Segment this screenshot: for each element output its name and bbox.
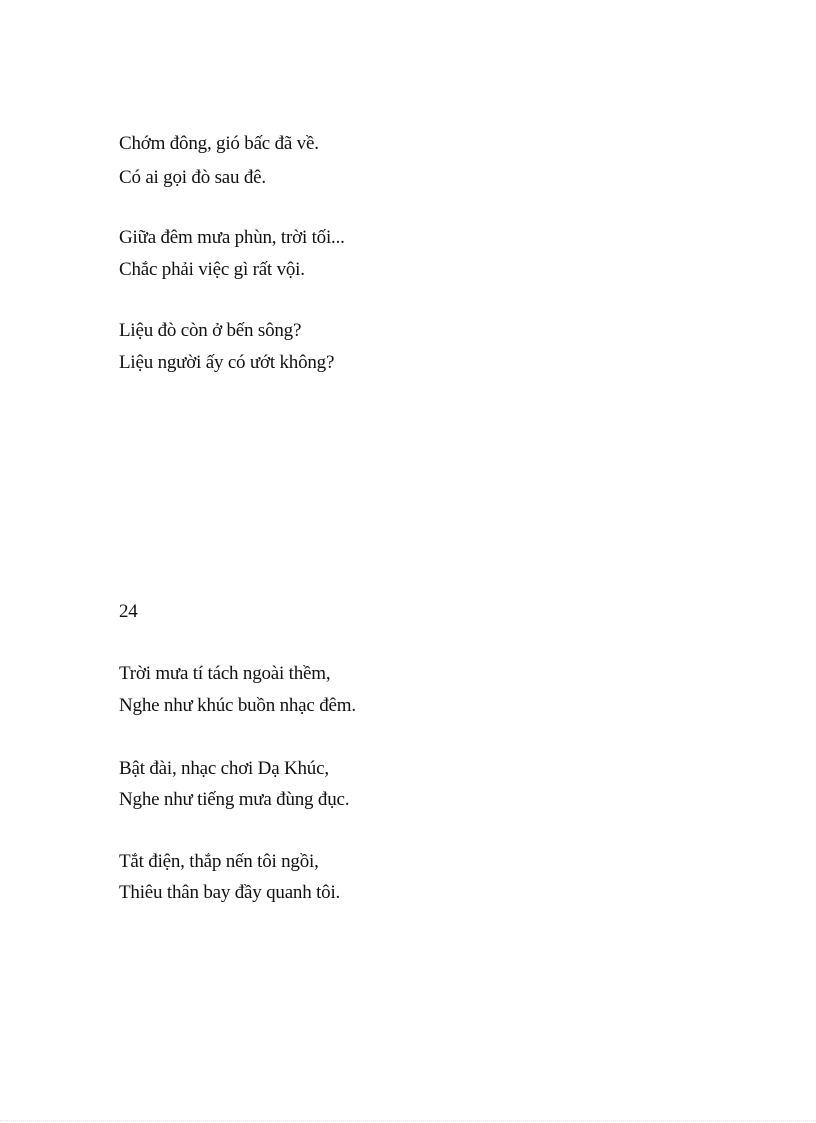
poem-line: Liệu đò còn ở bến sông? xyxy=(119,320,302,341)
poem-line: Trời mưa tí tách ngoài thềm, xyxy=(119,663,331,684)
poem-line: Tắt điện, thắp nến tôi ngồi, xyxy=(119,851,319,872)
poem-line: Bật đài, nhạc chơi Dạ Khúc, xyxy=(119,758,329,779)
poem-line: Nghe như khúc buồn nhạc đêm. xyxy=(119,695,356,716)
poem-line: Nghe như tiếng mưa đùng đục. xyxy=(119,789,350,810)
poem-line: Có ai gọi đò sau đê. xyxy=(119,167,266,188)
poem-line: Chớm đông, gió bấc đã về. xyxy=(119,133,319,154)
poem-number: 24 xyxy=(119,601,138,622)
page-bottom-edge xyxy=(0,1120,816,1121)
poem-line: Thiêu thân bay đầy quanh tôi. xyxy=(119,882,341,903)
poem-line: Liệu người ấy có ướt không? xyxy=(119,352,335,373)
poem-line: Chắc phải việc gì rất vội. xyxy=(119,259,305,280)
poem-line: Giữa đêm mưa phùn, trời tối... xyxy=(119,227,345,248)
